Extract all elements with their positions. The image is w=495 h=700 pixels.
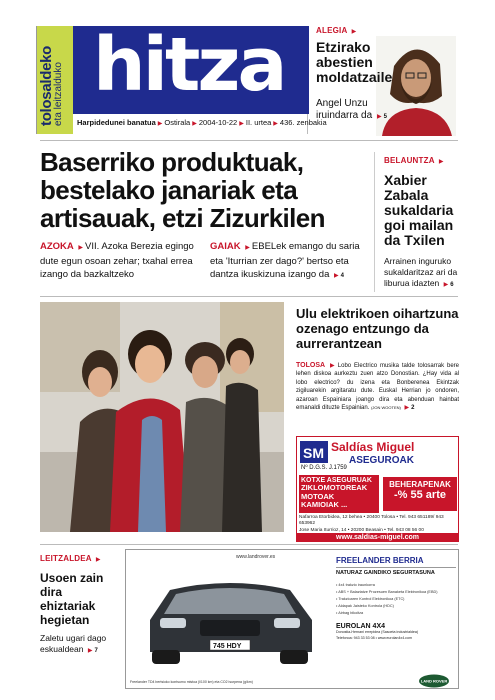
saldias-box-item: KAMIOIAK ...: [301, 500, 348, 509]
list-item-text: Trakzioaren Kontrol Elektronikoa (ETC): [338, 597, 405, 601]
leitzaldea-summary-text: Zaletu ugari dago eskualdean: [40, 633, 107, 654]
masthead-day: Ostirala: [164, 118, 191, 127]
masthead-info: [77, 118, 327, 127]
lead-right-page: 4: [340, 273, 344, 279]
masthead-title: hitza: [93, 22, 285, 108]
list-item: • Trakzioaren Kontrol Elektronikoa (ETC): [336, 597, 405, 601]
leitzaldea-title: Usoen zain dira ehiztariak hegietan: [40, 571, 104, 627]
saldias-name: Saldías Miguel: [331, 440, 415, 454]
list-item-text: 4x4 trakzio iraunkorra: [338, 583, 375, 587]
masthead-date: 2004-10-22: [198, 118, 238, 127]
saldias-website-link[interactable]: www.saldias-miguel.com: [297, 533, 458, 542]
divider: [40, 544, 458, 545]
masthead-side-line2: eta leitzalduko: [53, 62, 64, 126]
saldias-logo-letters: SM: [303, 445, 324, 461]
lead-right-summary: [210, 240, 375, 283]
saldias-box-item: ZIKLOMOTOREAK: [301, 483, 368, 492]
saldias-address-line1: Nafarroa Etorbidea, 12 behea • 20400 Tolosa • Tel. 943 651189/ 943 653962: [299, 515, 444, 527]
freelander-headline: FREELANDER BERRIA: [336, 556, 456, 568]
divider: [40, 140, 458, 141]
land-rover-logo-text: LAND ROVER: [420, 678, 448, 684]
masthead-side-line1: tolosaldeko: [38, 45, 55, 126]
masthead-side-band: [37, 26, 73, 134]
leitzaldea-teaser[interactable]: [40, 554, 120, 657]
list-item-text: ABS + Balaztatze Prozesuen Banaketa Elektronikoa (EBD): [338, 590, 438, 594]
list-item-text: Aldapak Jaisteko Kontrola (HDC): [338, 604, 394, 608]
freelander-subheadline: NATURAZ GAINDIKO SEGURTASUNA: [336, 570, 435, 576]
triangle-icon: ▶: [404, 405, 410, 412]
saldias-promo: [383, 477, 457, 511]
belauntza-teaser[interactable]: [384, 156, 464, 291]
triangle-icon: ▶: [273, 121, 278, 127]
saldias-promo-line2: -% 55 arte: [394, 489, 446, 501]
land-rover-logo-icon: [418, 674, 450, 688]
freelander-dealer: EUROLAN 4X4: [336, 623, 386, 630]
saldias-promo-line1: BEHERAPENAK: [389, 480, 451, 489]
belauntza-title: Xabier Zabala sukaldaria goi mailan da Txilen: [384, 172, 454, 248]
masthead: [36, 22, 327, 134]
saldias-box-item: MOTOAK: [301, 491, 335, 501]
saldias-license: Nº D.G.S. J.1759: [301, 465, 347, 471]
freelander-address: Donostia-Hernani errepidea (Sasoeta industrialdea): [336, 630, 419, 634]
lead-right-keyword: GAIAK: [210, 241, 241, 252]
lead-left-text: VII. Azoka Berezia egingo dute egun osoan zehar; txahal errea izango da bazkaltzeko: [40, 241, 194, 280]
list-item: • ABS + Balaztatze Prozesuen Banaketa Elektronikoa (EBD): [336, 590, 438, 594]
belauntza-page: 6: [450, 282, 454, 288]
triangle-icon: ▶: [443, 282, 449, 288]
freelander-copy: [336, 556, 456, 641]
ulu-keyword: TOLOSA: [296, 362, 326, 369]
lead-left-summary: [40, 240, 205, 281]
ulu-page: 2: [411, 405, 415, 412]
ulu-body: [296, 362, 459, 412]
saldias-insurance-box: [299, 475, 379, 513]
lead-headline[interactable]: Baserriko produktuak, bestelako janariak eta artisauak, etzi Zizurkilen: [40, 147, 325, 233]
ulu-body-text: Lobo Electrico musika talde tolosarrak bere lehen diskoa aurkeztu zuen atzo Donostian. ¿Hay vida al lobo electrico? du izena eta Bonberenea Ekintzak zigiluarekin argitaratu dute. Euskal Herrian jo ondoren, azaroan Espainiara joango dira eta abenduan hainbat emanaldi dituzte Espainian.: [296, 363, 459, 412]
alegia-title: Etzirako abestien moldatzaile: [316, 39, 393, 85]
divider: [40, 296, 458, 297]
masthead-title-block: [73, 22, 309, 114]
saldias-address: [299, 515, 457, 534]
list-item: • 4x4 trakzio iraunkorra: [336, 583, 375, 587]
saldias-logo-icon: [299, 439, 329, 465]
lead-left-keyword: AZOKA: [40, 241, 74, 252]
triangle-icon: ▶: [157, 121, 163, 127]
triangle-icon: ▶: [438, 159, 444, 165]
alegia-credit-text: Angel Unzu iruindarra da: [316, 98, 373, 121]
belauntza-summary: [384, 256, 464, 291]
triangle-icon: ▶: [334, 273, 339, 279]
belauntza-summary-text: Arrainen inguruko sukaldaritzaz ari da liburua idazten: [384, 256, 458, 288]
car-plate: 745 HDY: [213, 643, 242, 650]
triangle-icon: ▶: [376, 114, 382, 120]
alegia-teaser[interactable]: [316, 26, 456, 136]
masthead-year: II. urtea: [245, 118, 272, 127]
masthead-side-text: [39, 26, 64, 126]
triangle-icon: ▶: [329, 363, 336, 369]
triangle-icon: ▶: [192, 121, 197, 127]
vertical-divider: [374, 152, 375, 292]
ulu-byline: (JON WOOTEN): [371, 405, 401, 411]
alegia-label: [316, 26, 456, 35]
saldias-box-title: KOTXE ASEGURUAK: [301, 477, 372, 484]
triangle-icon: ▶: [95, 557, 101, 563]
car-image: [130, 560, 330, 670]
freelander-url[interactable]: www.landrover.es: [236, 554, 276, 560]
belauntza-label-text: BELAUNTZA: [384, 156, 435, 165]
alegia-credit: [316, 98, 406, 123]
masthead-info-bold: Harpidedunei banatua: [77, 118, 156, 127]
freelander-feature-list: [336, 582, 456, 617]
masthead-issue: 436. zenbakia: [279, 118, 327, 127]
freelander-footnote: Freelander TD4 bertsioko kontsumo mistoa (l/100 km) eta CO2 isurpena (g/km): [130, 680, 253, 684]
lead-right-text: EBELek emango du saria eta 'Iturrian zer dago?' bertso eta dantza ikuskizuna izango da: [210, 241, 360, 280]
triangle-icon: ▶: [87, 648, 93, 654]
list-item: • Aldapak Jaisteko Kontrola (HDC): [336, 604, 394, 608]
list-item-text: Airbag bikoitza: [338, 611, 364, 615]
belauntza-label: [384, 156, 464, 165]
band-photo: [40, 302, 284, 532]
leitzaldea-label: [40, 554, 120, 563]
saldias-address-line2: Jose Maria Iturrioz, 14 • 20200 Beasain • Tel. 943 08 56 00: [299, 527, 424, 533]
freelander-advertisement[interactable]: [125, 549, 459, 689]
triangle-icon: ▶: [239, 121, 244, 127]
leitzaldea-summary: [40, 633, 120, 657]
freelander-phone: Telefonoa: 943 33 53 08 • www.eurolan4x4.com: [336, 635, 412, 640]
list-item: • Airbag bikoitza: [336, 611, 364, 615]
leitzaldea-page: 7: [94, 648, 98, 654]
saldias-subname: ASEGUROAK: [349, 455, 415, 466]
alegia-label-text: ALEGIA: [316, 26, 348, 35]
leitzaldea-label-text: LEITZALDEA: [40, 554, 92, 563]
triangle-icon: ▶: [351, 29, 357, 35]
triangle-icon: ▶: [245, 245, 250, 251]
ulu-headline[interactable]: Ulu elektrikoen oihartzuna ozenago entzungo da aurrerantzean: [296, 306, 459, 351]
triangle-icon: ▶: [78, 245, 84, 251]
saldias-advertisement[interactable]: [296, 436, 459, 542]
alegia-page: 5: [383, 114, 387, 120]
